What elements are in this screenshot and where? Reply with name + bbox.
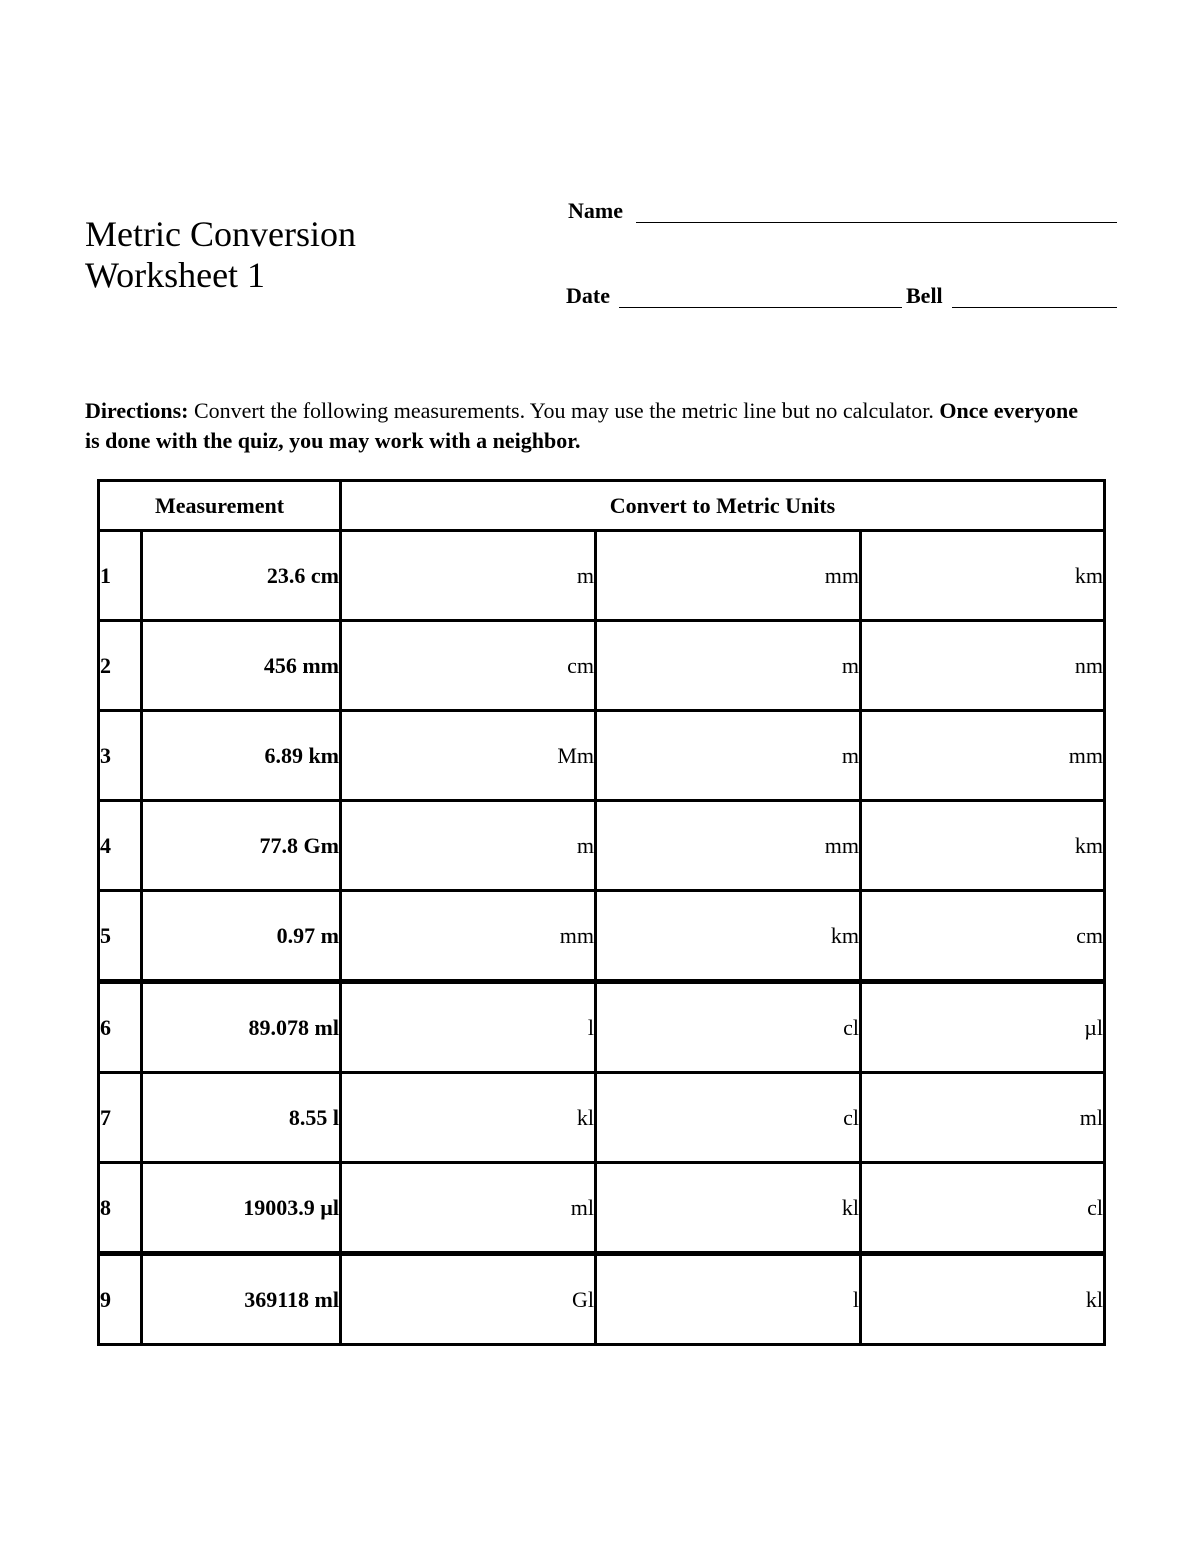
measurement-value: 19003.9 µl (142, 1163, 341, 1254)
title-line-1: Metric Conversion (85, 214, 356, 254)
measurement-value: 0.97 m (142, 891, 341, 982)
row-number: 3 (99, 711, 142, 801)
directions-bold-text: Once everyone is done with the quiz, you may work with a neighbor. (85, 398, 1079, 453)
table-row (99, 531, 1105, 621)
measurement-value: 369118 ml (142, 1254, 341, 1345)
answer-cell[interactable]: mm (596, 531, 861, 621)
directions-label: Directions: (85, 398, 189, 423)
header-convert: Convert to Metric Units (341, 481, 1105, 531)
answer-cell[interactable]: nm (861, 621, 1105, 711)
answer-cell[interactable]: m (341, 801, 596, 891)
title-line-2: Worksheet 1 (85, 255, 266, 295)
table-row (99, 621, 1105, 711)
measurement-value: 6.89 km (142, 711, 341, 801)
answer-cell[interactable]: mm (861, 711, 1105, 801)
answer-cell[interactable]: mm (596, 801, 861, 891)
answer-cell[interactable]: ml (861, 1073, 1105, 1163)
answer-cell[interactable]: m (596, 621, 861, 711)
measurement-value: 456 mm (142, 621, 341, 711)
row-number: 4 (99, 801, 142, 891)
answer-cell[interactable]: cl (596, 982, 861, 1073)
answer-cell[interactable]: km (861, 801, 1105, 891)
table-row (99, 801, 1105, 891)
answer-cell[interactable]: m (341, 531, 596, 621)
row-number: 7 (99, 1073, 142, 1163)
conversion-table (97, 479, 1106, 1346)
answer-cell[interactable]: km (861, 531, 1105, 621)
answer-cell[interactable]: kl (341, 1073, 596, 1163)
answer-cell[interactable]: l (596, 1254, 861, 1345)
row-number: 5 (99, 891, 142, 982)
header-measurement: Measurement (99, 481, 341, 531)
answer-cell[interactable]: Gl (341, 1254, 596, 1345)
table-row (99, 891, 1105, 982)
answer-cell[interactable]: l (341, 982, 596, 1073)
name-label: Name (568, 198, 623, 223)
table-row (99, 982, 1105, 1073)
directions (85, 396, 1095, 456)
row-number: 1 (99, 531, 142, 621)
answer-cell[interactable]: kl (861, 1254, 1105, 1345)
row-number: 2 (99, 621, 142, 711)
date-label: Date (566, 283, 610, 308)
directions-text: Convert the following measurements. You may use the metric line but no calculator. (188, 398, 940, 423)
answer-cell[interactable]: ml (341, 1163, 596, 1254)
row-number: 8 (99, 1163, 142, 1254)
answer-cell[interactable]: cl (596, 1073, 861, 1163)
measurement-value: 77.8 Gm (142, 801, 341, 891)
answer-cell[interactable]: cm (861, 891, 1105, 982)
table-row (99, 1163, 1105, 1254)
worksheet-title (85, 214, 356, 296)
answer-cell[interactable]: m (596, 711, 861, 801)
bell-field (906, 283, 943, 309)
row-number: 6 (99, 982, 142, 1073)
table-row (99, 1254, 1105, 1345)
answer-cell[interactable]: cl (861, 1163, 1105, 1254)
name-field (568, 198, 623, 224)
measurement-value: 89.078 ml (142, 982, 341, 1073)
answer-cell[interactable]: µl (861, 982, 1105, 1073)
measurement-value: 8.55 l (142, 1073, 341, 1163)
answer-cell[interactable]: Mm (341, 711, 596, 801)
answer-cell[interactable]: kl (596, 1163, 861, 1254)
answer-cell[interactable]: mm (341, 891, 596, 982)
table-row (99, 711, 1105, 801)
row-number: 9 (99, 1254, 142, 1345)
bell-label: Bell (906, 283, 943, 308)
answer-cell[interactable]: cm (341, 621, 596, 711)
answer-cell[interactable]: km (596, 891, 861, 982)
table-row (99, 1073, 1105, 1163)
date-field (566, 283, 610, 309)
measurement-value: 23.6 cm (142, 531, 341, 621)
table-header-row (99, 481, 1105, 531)
